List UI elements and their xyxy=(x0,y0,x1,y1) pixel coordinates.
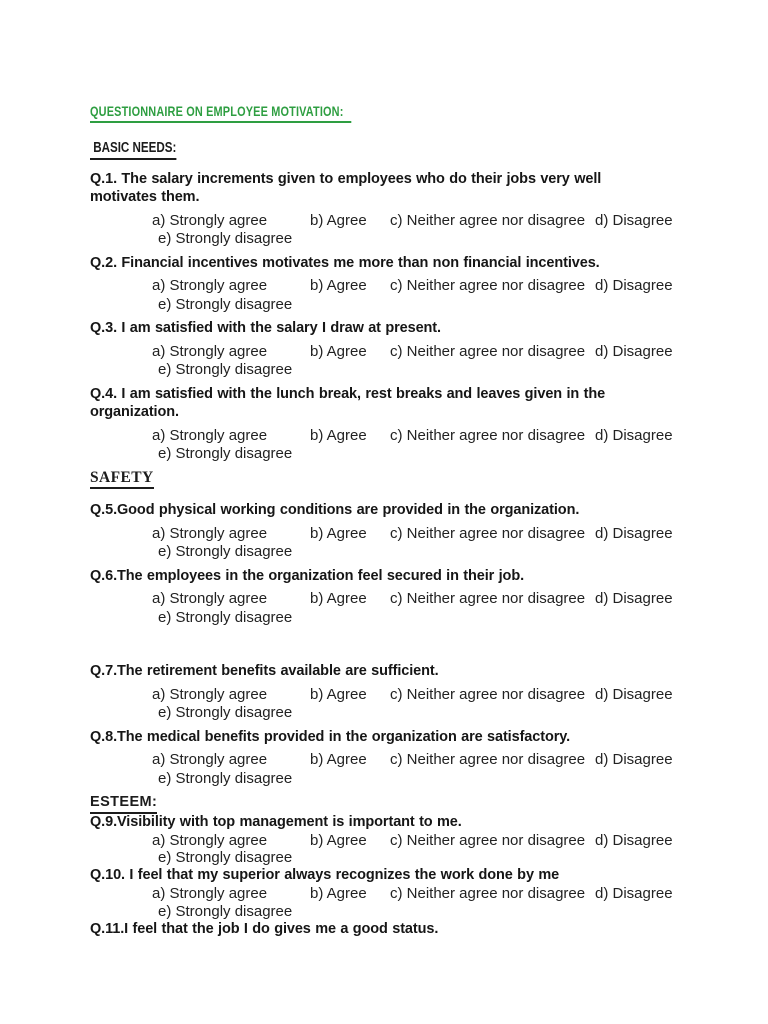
option-disagree: d) Disagree xyxy=(595,590,673,607)
option-strongly-disagree: e) Strongly disagree xyxy=(158,361,293,378)
option-disagree: d) Disagree xyxy=(595,831,673,849)
answer-options-q2 xyxy=(90,277,698,314)
question-text-q6: Q.6.The employees in the organization feel secured in their job. xyxy=(90,567,524,584)
option-agree: b) Agree xyxy=(310,524,367,542)
answer-options-row1-q8 xyxy=(90,751,698,770)
option-strongly-agree: a) Strongly agree xyxy=(152,426,268,444)
option-agree: b) Agree xyxy=(310,590,367,607)
question-block-q8 xyxy=(90,728,698,789)
question-block-q4 xyxy=(90,385,698,464)
question-block-q6 xyxy=(90,567,698,628)
answer-options-row1-q6 xyxy=(90,590,698,609)
answer-options-q9 xyxy=(90,832,698,868)
answer-options-q7 xyxy=(90,686,698,723)
option-strongly-disagree: e) Strongly disagree xyxy=(158,543,293,560)
question-text-q7: Q.7.The retirement benefits available are sufficient. xyxy=(90,663,439,679)
question-block-q5 xyxy=(90,501,698,562)
option-neither-agree-nor-disagree: c) Neither agree nor disagree xyxy=(390,342,586,360)
answer-options-row1-q9 xyxy=(90,832,698,850)
answer-options-row2-q7 xyxy=(90,704,698,723)
option-agree: b) Agree xyxy=(310,884,367,902)
option-neither-agree-nor-disagree: c) Neither agree nor disagree xyxy=(390,751,586,768)
answer-options-row2-q5 xyxy=(90,543,698,562)
question-text-q2: Q.2. Financial incentives motivates me more than non financial incentives. xyxy=(90,254,600,271)
option-neither-agree-nor-disagree: c) Neither agree nor disagree xyxy=(390,524,586,542)
section-heading-esteem xyxy=(90,793,698,814)
option-strongly-disagree: e) Strongly disagree xyxy=(158,608,293,626)
answer-options-row2-q2 xyxy=(90,296,698,315)
option-strongly-agree: a) Strongly agree xyxy=(152,831,268,849)
answer-options-q5 xyxy=(90,525,698,562)
question-block-q1 xyxy=(90,170,698,249)
answer-options-row1-q4 xyxy=(90,427,698,446)
option-agree: b) Agree xyxy=(310,751,367,768)
option-disagree: d) Disagree xyxy=(595,277,673,294)
option-agree: b) Agree xyxy=(310,831,367,849)
answer-options-q1 xyxy=(90,212,698,249)
option-neither-agree-nor-disagree: c) Neither agree nor disagree xyxy=(390,426,586,444)
option-neither-agree-nor-disagree: c) Neither agree nor disagree xyxy=(390,884,586,902)
option-strongly-agree: a) Strongly agree xyxy=(152,524,268,542)
answer-options-row2-q10 xyxy=(90,903,698,921)
question-text-q8: Q.8.The medical benefits provided in the organization are satisfactory. xyxy=(90,728,571,745)
question-block-q7 xyxy=(90,662,698,723)
option-disagree: d) Disagree xyxy=(595,211,673,229)
answer-options-row2-q8 xyxy=(90,770,698,789)
option-strongly-disagree: e) Strongly disagree xyxy=(158,295,293,313)
option-disagree: d) Disagree xyxy=(595,426,673,444)
option-disagree: d) Disagree xyxy=(595,342,673,360)
option-strongly-agree: a) Strongly agree xyxy=(152,884,268,902)
option-strongly-disagree: e) Strongly disagree xyxy=(158,230,293,247)
option-neither-agree-nor-disagree: c) Neither agree nor disagree xyxy=(390,277,586,294)
question-text-q4: Q.4. I am satisfied with the lunch break, rest breaks and leaves given in the organization. xyxy=(90,385,606,420)
question-text-q11: Q.11.I feel that the job I do gives me a good status. xyxy=(90,920,439,937)
section-heading-text-safety: SAFETY xyxy=(90,469,154,490)
answer-options-q10 xyxy=(90,885,698,921)
question-text-q3: Q.3. I am satisfied with the salary I draw at present. xyxy=(90,320,441,336)
option-disagree: d) Disagree xyxy=(595,524,673,542)
option-neither-agree-nor-disagree: c) Neither agree nor disagree xyxy=(390,211,586,229)
question-block-q3 xyxy=(90,319,698,380)
option-strongly-disagree: e) Strongly disagree xyxy=(158,445,293,462)
document-title: QUESTIONNAIRE ON EMPLOYEE MOTIVATION: xyxy=(90,103,351,123)
option-agree: b) Agree xyxy=(310,277,367,294)
document-title-line xyxy=(90,103,698,123)
question-text-q5: Q.5.Good physical working conditions are provided in the organization. xyxy=(90,502,580,518)
option-strongly-agree: a) Strongly agree xyxy=(152,590,268,607)
answer-options-row2-q6 xyxy=(90,609,698,628)
answer-options-row1-q1 xyxy=(90,212,698,231)
question-block-q2 xyxy=(90,254,698,315)
question-block-q10 xyxy=(90,867,698,920)
answer-options-row2-q1 xyxy=(90,230,698,249)
question-block-q9 xyxy=(90,814,698,867)
section-heading-safety xyxy=(90,469,698,490)
answer-options-q8 xyxy=(90,751,698,788)
option-neither-agree-nor-disagree: c) Neither agree nor disagree xyxy=(390,685,586,703)
option-disagree: d) Disagree xyxy=(595,751,673,768)
option-neither-agree-nor-disagree: c) Neither agree nor disagree xyxy=(390,590,586,607)
question-text-q10: Q.10. I feel that my superior always recognizes the work done by me xyxy=(90,867,560,884)
option-strongly-agree: a) Strongly agree xyxy=(152,277,268,294)
section-heading-basic-needs xyxy=(90,139,698,160)
answer-options-row2-q4 xyxy=(90,445,698,464)
option-strongly-disagree: e) Strongly disagree xyxy=(158,902,293,920)
option-strongly-agree: a) Strongly agree xyxy=(152,685,268,703)
option-disagree: d) Disagree xyxy=(595,685,673,703)
answer-options-row2-q3 xyxy=(90,361,698,380)
answer-options-row2-q9 xyxy=(90,849,698,867)
question-text-q9: Q.9.Visibility with top management is important to me. xyxy=(90,813,462,830)
option-strongly-disagree: e) Strongly disagree xyxy=(158,704,293,721)
answer-options-row1-q5 xyxy=(90,525,698,544)
option-neither-agree-nor-disagree: c) Neither agree nor disagree xyxy=(390,831,586,849)
answer-options-q6 xyxy=(90,590,698,627)
answer-options-q4 xyxy=(90,427,698,464)
question-block-q11 xyxy=(90,921,698,939)
question-text-q1: Q.1. The salary increments given to employees who do their jobs very well motivates them. xyxy=(90,170,602,205)
answer-options-row1-q10 xyxy=(90,885,698,903)
option-agree: b) Agree xyxy=(310,426,367,444)
option-strongly-agree: a) Strongly agree xyxy=(152,751,268,768)
option-strongly-agree: a) Strongly agree xyxy=(152,211,268,229)
answer-options-row1-q2 xyxy=(90,277,698,296)
section-heading-text-basic-needs: BASIC NEEDS: xyxy=(90,139,176,160)
answer-options-q3 xyxy=(90,343,698,380)
option-strongly-disagree: e) Strongly disagree xyxy=(158,849,293,867)
option-agree: b) Agree xyxy=(310,342,367,360)
document-body xyxy=(90,139,698,938)
option-disagree: d) Disagree xyxy=(595,884,673,902)
section-heading-text-esteem: ESTEEM: xyxy=(90,794,157,814)
option-strongly-disagree: e) Strongly disagree xyxy=(158,769,293,787)
answer-options-row1-q3 xyxy=(90,343,698,362)
option-strongly-agree: a) Strongly agree xyxy=(152,342,268,360)
option-agree: b) Agree xyxy=(310,685,367,703)
option-agree: b) Agree xyxy=(310,211,367,229)
answer-options-row1-q7 xyxy=(90,686,698,705)
